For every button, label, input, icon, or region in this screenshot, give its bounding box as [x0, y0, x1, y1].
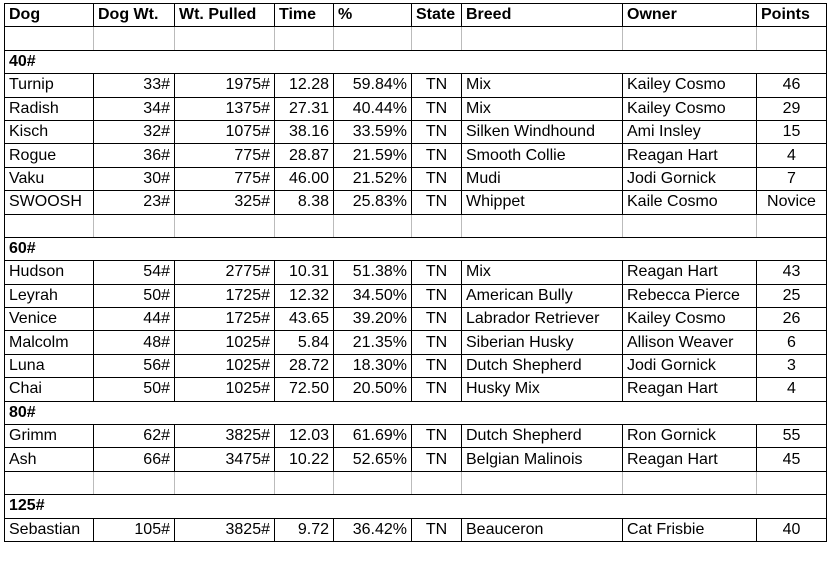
- section-label: 125#: [5, 495, 827, 518]
- cell-dog-weight: 44#: [94, 308, 175, 331]
- cell-weight-pulled: 775#: [175, 167, 275, 190]
- blank-cell: [462, 214, 623, 237]
- table-row: [5, 331, 827, 354]
- cell-dog: Rogue: [5, 144, 94, 167]
- cell-weight-pulled: 1025#: [175, 354, 275, 377]
- blank-cell: [757, 27, 827, 50]
- cell-percent: 40.44%: [334, 97, 412, 120]
- cell-state: TN: [412, 74, 462, 97]
- cell-weight-pulled: 1075#: [175, 120, 275, 143]
- table-row: [5, 191, 827, 214]
- cell-percent: 21.59%: [334, 144, 412, 167]
- cell-breed: Mix: [462, 261, 623, 284]
- cell-points: 55: [757, 425, 827, 448]
- cell-breed: Belgian Malinois: [462, 448, 623, 471]
- cell-breed: Whippet: [462, 191, 623, 214]
- cell-owner: Kaile Cosmo: [623, 191, 757, 214]
- section-row: [5, 237, 827, 260]
- blank-cell: [275, 214, 334, 237]
- cell-state: TN: [412, 261, 462, 284]
- cell-time: 28.72: [275, 354, 334, 377]
- header-dog: Dog: [5, 4, 94, 27]
- blank-cell: [334, 471, 412, 494]
- cell-breed: Mix: [462, 97, 623, 120]
- cell-dog: Turnip: [5, 74, 94, 97]
- table-row: [5, 448, 827, 471]
- cell-owner: Reagan Hart: [623, 261, 757, 284]
- cell-state: TN: [412, 378, 462, 401]
- cell-owner: Kailey Cosmo: [623, 74, 757, 97]
- blank-cell: [94, 471, 175, 494]
- cell-dog: Radish: [5, 97, 94, 120]
- cell-time: 10.22: [275, 448, 334, 471]
- cell-weight-pulled: 775#: [175, 144, 275, 167]
- cell-percent: 25.83%: [334, 191, 412, 214]
- blank-cell: [94, 214, 175, 237]
- cell-dog: Grimm: [5, 425, 94, 448]
- cell-points: 40: [757, 518, 827, 541]
- cell-percent: 36.42%: [334, 518, 412, 541]
- cell-weight-pulled: 3825#: [175, 425, 275, 448]
- cell-breed: Beauceron: [462, 518, 623, 541]
- cell-points: 3: [757, 354, 827, 377]
- cell-dog: Malcolm: [5, 331, 94, 354]
- table-row: [5, 74, 827, 97]
- cell-percent: 18.30%: [334, 354, 412, 377]
- blank-cell: [462, 27, 623, 50]
- cell-dog: Vaku: [5, 167, 94, 190]
- cell-points: 15: [757, 120, 827, 143]
- section-row: [5, 50, 827, 73]
- blank-cell: [623, 214, 757, 237]
- cell-percent: 51.38%: [334, 261, 412, 284]
- blank-cell: [175, 214, 275, 237]
- cell-time: 8.38: [275, 191, 334, 214]
- cell-dog: Chai: [5, 378, 94, 401]
- cell-state: TN: [412, 448, 462, 471]
- blank-cell: [275, 471, 334, 494]
- cell-owner: Allison Weaver: [623, 331, 757, 354]
- cell-weight-pulled: 1025#: [175, 331, 275, 354]
- cell-points: 4: [757, 378, 827, 401]
- blank-row: [5, 214, 827, 237]
- blank-cell: [412, 214, 462, 237]
- section-label: 80#: [5, 401, 827, 424]
- cell-breed: Mix: [462, 74, 623, 97]
- cell-points: 29: [757, 97, 827, 120]
- cell-dog-weight: 23#: [94, 191, 175, 214]
- cell-dog-weight: 36#: [94, 144, 175, 167]
- cell-time: 28.87: [275, 144, 334, 167]
- cell-time: 12.03: [275, 425, 334, 448]
- cell-dog-weight: 48#: [94, 331, 175, 354]
- cell-owner: Jodi Gornick: [623, 167, 757, 190]
- blank-cell: [334, 27, 412, 50]
- cell-dog-weight: 34#: [94, 97, 175, 120]
- table-row: [5, 120, 827, 143]
- cell-dog: Luna: [5, 354, 94, 377]
- blank-cell: [412, 471, 462, 494]
- cell-time: 9.72: [275, 518, 334, 541]
- table-row: [5, 308, 827, 331]
- cell-weight-pulled: 3825#: [175, 518, 275, 541]
- cell-weight-pulled: 1725#: [175, 284, 275, 307]
- cell-dog-weight: 33#: [94, 74, 175, 97]
- cell-state: TN: [412, 120, 462, 143]
- table-row: [5, 378, 827, 401]
- cell-dog-weight: 50#: [94, 284, 175, 307]
- cell-breed: Mudi: [462, 167, 623, 190]
- cell-owner: Reagan Hart: [623, 448, 757, 471]
- cell-weight-pulled: 1025#: [175, 378, 275, 401]
- blank-cell: [5, 27, 94, 50]
- header-owner: Owner: [623, 4, 757, 27]
- cell-dog-weight: 66#: [94, 448, 175, 471]
- cell-dog: Kisch: [5, 120, 94, 143]
- section-row: [5, 495, 827, 518]
- cell-percent: 39.20%: [334, 308, 412, 331]
- cell-time: 46.00: [275, 167, 334, 190]
- cell-dog-weight: 32#: [94, 120, 175, 143]
- table-row: [5, 284, 827, 307]
- blank-cell: [623, 27, 757, 50]
- blank-cell: [334, 214, 412, 237]
- blank-cell: [175, 27, 275, 50]
- cell-points: 46: [757, 74, 827, 97]
- section-row: [5, 401, 827, 424]
- blank-cell: [462, 471, 623, 494]
- cell-state: TN: [412, 425, 462, 448]
- cell-points: 43: [757, 261, 827, 284]
- cell-owner: Kailey Cosmo: [623, 308, 757, 331]
- cell-points: Novice: [757, 191, 827, 214]
- cell-breed: Siberian Husky: [462, 331, 623, 354]
- blank-cell: [623, 471, 757, 494]
- cell-owner: Cat Frisbie: [623, 518, 757, 541]
- cell-percent: 34.50%: [334, 284, 412, 307]
- blank-row: [5, 471, 827, 494]
- blank-cell: [5, 471, 94, 494]
- blank-cell: [94, 27, 175, 50]
- cell-percent: 21.35%: [334, 331, 412, 354]
- cell-dog-weight: 62#: [94, 425, 175, 448]
- results-table: [4, 3, 827, 542]
- cell-percent: 33.59%: [334, 120, 412, 143]
- cell-state: TN: [412, 167, 462, 190]
- header-state: State: [412, 4, 462, 27]
- cell-time: 10.31: [275, 261, 334, 284]
- cell-owner: Reagan Hart: [623, 378, 757, 401]
- section-label: 60#: [5, 237, 827, 260]
- table-row: [5, 167, 827, 190]
- cell-breed: Labrador Retriever: [462, 308, 623, 331]
- cell-time: 12.32: [275, 284, 334, 307]
- cell-breed: Dutch Shepherd: [462, 354, 623, 377]
- cell-dog-weight: 56#: [94, 354, 175, 377]
- table-row: [5, 425, 827, 448]
- cell-owner: Jodi Gornick: [623, 354, 757, 377]
- cell-state: TN: [412, 354, 462, 377]
- cell-dog: Hudson: [5, 261, 94, 284]
- cell-dog-weight: 105#: [94, 518, 175, 541]
- table-row: [5, 261, 827, 284]
- cell-dog: Venice: [5, 308, 94, 331]
- cell-breed: Dutch Shepherd: [462, 425, 623, 448]
- cell-points: 26: [757, 308, 827, 331]
- cell-weight-pulled: 325#: [175, 191, 275, 214]
- cell-dog-weight: 30#: [94, 167, 175, 190]
- cell-breed: American Bully: [462, 284, 623, 307]
- cell-points: 7: [757, 167, 827, 190]
- cell-state: TN: [412, 191, 462, 214]
- table-row: [5, 354, 827, 377]
- cell-time: 27.31: [275, 97, 334, 120]
- cell-state: TN: [412, 97, 462, 120]
- cell-dog-weight: 54#: [94, 261, 175, 284]
- section-label: 40#: [5, 50, 827, 73]
- blank-cell: [175, 471, 275, 494]
- cell-percent: 59.84%: [334, 74, 412, 97]
- cell-state: TN: [412, 518, 462, 541]
- header-dog-weight: Dog Wt.: [94, 4, 175, 27]
- cell-percent: 21.52%: [334, 167, 412, 190]
- cell-points: 25: [757, 284, 827, 307]
- cell-state: TN: [412, 144, 462, 167]
- cell-weight-pulled: 1975#: [175, 74, 275, 97]
- cell-state: TN: [412, 308, 462, 331]
- cell-percent: 20.50%: [334, 378, 412, 401]
- cell-percent: 52.65%: [334, 448, 412, 471]
- cell-weight-pulled: 1725#: [175, 308, 275, 331]
- cell-time: 5.84: [275, 331, 334, 354]
- cell-owner: Ami Insley: [623, 120, 757, 143]
- blank-cell: [275, 27, 334, 50]
- blank-cell: [412, 27, 462, 50]
- blank-cell: [757, 214, 827, 237]
- cell-owner: Kailey Cosmo: [623, 97, 757, 120]
- cell-dog: Leyrah: [5, 284, 94, 307]
- cell-weight-pulled: 1375#: [175, 97, 275, 120]
- cell-owner: Rebecca Pierce: [623, 284, 757, 307]
- header-row: [5, 4, 827, 27]
- cell-points: 4: [757, 144, 827, 167]
- table-body: [5, 27, 827, 542]
- blank-cell: [757, 471, 827, 494]
- header-breed: Breed: [462, 4, 623, 27]
- cell-dog-weight: 50#: [94, 378, 175, 401]
- cell-time: 72.50: [275, 378, 334, 401]
- cell-state: TN: [412, 331, 462, 354]
- blank-cell: [5, 214, 94, 237]
- cell-breed: Husky Mix: [462, 378, 623, 401]
- cell-owner: Ron Gornick: [623, 425, 757, 448]
- header-percent: %: [334, 4, 412, 27]
- header-weight-pulled: Wt. Pulled: [175, 4, 275, 27]
- cell-state: TN: [412, 284, 462, 307]
- cell-dog: Ash: [5, 448, 94, 471]
- cell-breed: Silken Windhound: [462, 120, 623, 143]
- header-time: Time: [275, 4, 334, 27]
- cell-owner: Reagan Hart: [623, 144, 757, 167]
- cell-time: 38.16: [275, 120, 334, 143]
- cell-percent: 61.69%: [334, 425, 412, 448]
- header-points: Points: [757, 4, 827, 27]
- cell-time: 43.65: [275, 308, 334, 331]
- cell-points: 45: [757, 448, 827, 471]
- blank-row: [5, 27, 827, 50]
- table-row: [5, 97, 827, 120]
- cell-points: 6: [757, 331, 827, 354]
- cell-breed: Smooth Collie: [462, 144, 623, 167]
- cell-weight-pulled: 2775#: [175, 261, 275, 284]
- cell-dog: SWOOSH: [5, 191, 94, 214]
- cell-weight-pulled: 3475#: [175, 448, 275, 471]
- cell-time: 12.28: [275, 74, 334, 97]
- table-row: [5, 518, 827, 541]
- table-row: [5, 144, 827, 167]
- cell-dog: Sebastian: [5, 518, 94, 541]
